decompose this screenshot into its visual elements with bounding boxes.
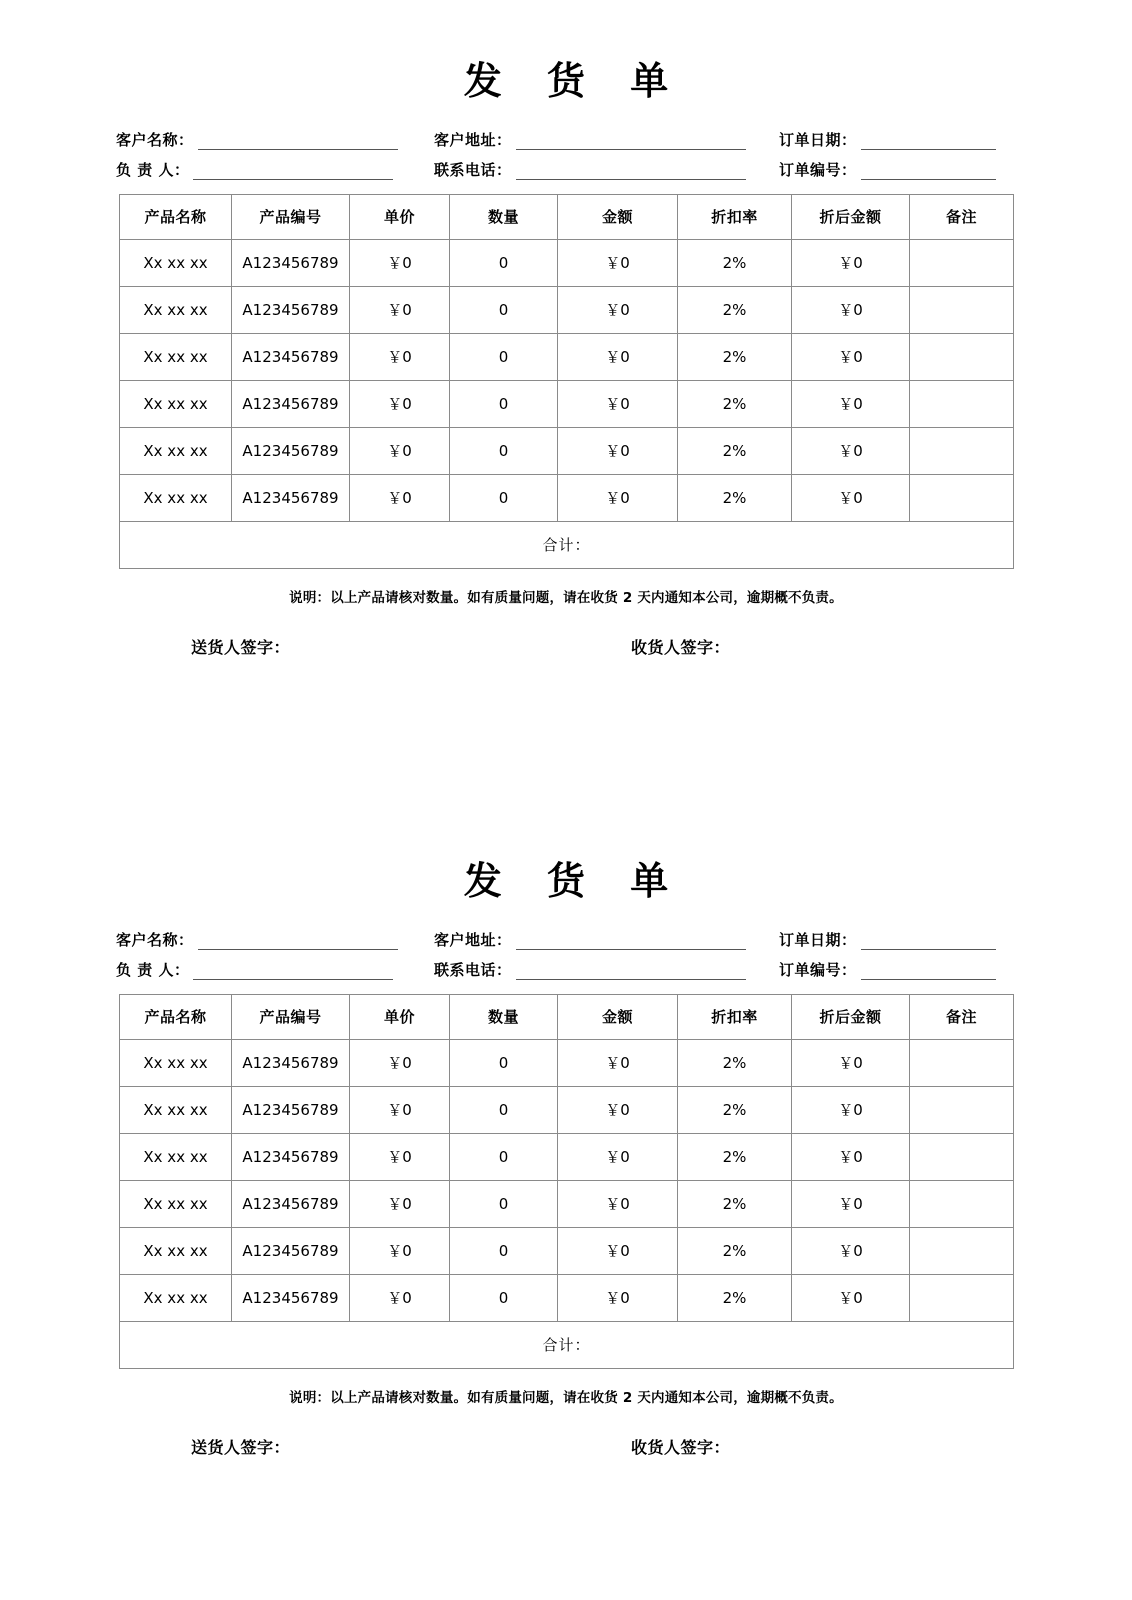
deliverer-signature-label[interactable]: 送货人签字： [191, 1437, 291, 1457]
cell-remark[interactable] [910, 1133, 1014, 1180]
field-customer-address[interactable] [434, 130, 779, 150]
cell-quantity[interactable]: 0 [450, 286, 558, 333]
cell-discount-rate[interactable]: 2% [678, 239, 792, 286]
cell-amount[interactable]: ￥0 [558, 1274, 678, 1321]
field-input-line[interactable] [198, 131, 398, 150]
field-input-line[interactable] [193, 961, 393, 980]
goods-table [119, 194, 1014, 569]
cell-amount[interactable]: ￥0 [558, 1039, 678, 1086]
table-total-row [120, 521, 1014, 568]
field-order-number[interactable] [779, 960, 1016, 980]
table-row[interactable] [120, 333, 1014, 380]
field-input-line[interactable] [198, 931, 398, 950]
cell-final-amount[interactable]: ￥0 [792, 239, 910, 286]
note-text: 说明：以上产品请核对数量。如有质量问题，请在收货 2 天内通知本公司，逾期概不负责。 [289, 589, 843, 606]
deliverer-signature-label[interactable]: 送货人签字： [191, 637, 291, 657]
cell-product-code[interactable]: A123456789 [232, 1086, 350, 1133]
cell-amount[interactable]: ￥0 [558, 286, 678, 333]
table-row[interactable] [120, 474, 1014, 521]
table-row[interactable] [120, 1039, 1014, 1086]
cell-unit-price[interactable]: ￥0 [350, 474, 450, 521]
cell-final-amount[interactable]: ￥0 [792, 1086, 910, 1133]
field-person-in-charge[interactable] [116, 960, 434, 980]
cell-discount-rate[interactable]: 2% [678, 474, 792, 521]
cell-product-name[interactable]: Xx xx xx [120, 1274, 232, 1321]
signature-row [119, 635, 1013, 659]
cell-product-code[interactable]: A123456789 [232, 1133, 350, 1180]
cell-amount[interactable]: ￥0 [558, 1086, 678, 1133]
field-input-line[interactable] [193, 161, 393, 180]
goods-table [119, 994, 1014, 1369]
delivery-note-form-copy-2 [0, 800, 1132, 1459]
header-field-row-1 [116, 920, 1016, 950]
column-header-product-code: 产品编号 [232, 194, 350, 239]
column-header-quantity: 数量 [450, 994, 558, 1039]
cell-final-amount[interactable]: ￥0 [792, 1180, 910, 1227]
page-title: 发 货 单 [463, 859, 685, 903]
field-label: 负 责 人： [116, 960, 190, 979]
cell-remark[interactable] [910, 239, 1014, 286]
header-field-row-2 [116, 150, 1016, 180]
field-label: 订单日期： [779, 930, 857, 949]
cell-remark[interactable] [910, 1227, 1014, 1274]
cell-discount-rate[interactable]: 2% [678, 1039, 792, 1086]
cell-final-amount[interactable]: ￥0 [792, 380, 910, 427]
total-label: 合计： [120, 521, 1014, 568]
cell-final-amount[interactable]: ￥0 [792, 1227, 910, 1274]
header-fields [116, 902, 1016, 980]
cell-discount-rate[interactable]: 2% [678, 333, 792, 380]
cell-unit-price[interactable]: ￥0 [350, 1180, 450, 1227]
cell-discount-rate[interactable]: 2% [678, 380, 792, 427]
cell-final-amount[interactable]: ￥0 [792, 333, 910, 380]
cell-final-amount[interactable]: ￥0 [792, 1133, 910, 1180]
cell-product-name[interactable]: Xx xx xx [120, 1039, 232, 1086]
cell-product-name[interactable]: Xx xx xx [120, 474, 232, 521]
table-row[interactable] [120, 286, 1014, 333]
cell-quantity[interactable]: 0 [450, 1180, 558, 1227]
goods-table-body [120, 1039, 1014, 1368]
table-row[interactable] [120, 1274, 1014, 1321]
field-customer-name[interactable] [116, 130, 434, 150]
field-order-number[interactable] [779, 160, 1016, 180]
cell-quantity[interactable]: 0 [450, 427, 558, 474]
cell-amount[interactable]: ￥0 [558, 239, 678, 286]
field-input-line[interactable] [861, 161, 996, 180]
goods-table-head [120, 194, 1014, 239]
field-label: 负 责 人： [116, 160, 190, 179]
cell-quantity[interactable]: 0 [450, 474, 558, 521]
cell-final-amount[interactable]: ￥0 [792, 474, 910, 521]
table-row[interactable] [120, 1086, 1014, 1133]
cell-amount[interactable]: ￥0 [558, 1227, 678, 1274]
column-header-product-code: 产品编号 [232, 994, 350, 1039]
cell-unit-price[interactable]: ￥0 [350, 286, 450, 333]
cell-amount[interactable]: ￥0 [558, 1180, 678, 1227]
column-header-product-name: 产品名称 [120, 994, 232, 1039]
cell-remark[interactable] [910, 427, 1014, 474]
goods-table-body [120, 239, 1014, 568]
cell-amount[interactable]: ￥0 [558, 380, 678, 427]
cell-product-name[interactable]: Xx xx xx [120, 333, 232, 380]
cell-quantity[interactable]: 0 [450, 1133, 558, 1180]
cell-unit-price[interactable]: ￥0 [350, 1039, 450, 1086]
cell-product-code[interactable]: A123456789 [232, 333, 350, 380]
cell-quantity[interactable]: 0 [450, 239, 558, 286]
field-customer-name[interactable] [116, 930, 434, 950]
cell-unit-price[interactable]: ￥0 [350, 1133, 450, 1180]
cell-product-name[interactable]: Xx xx xx [120, 1227, 232, 1274]
column-header-unit-price: 单价 [350, 994, 450, 1039]
column-header-quantity: 数量 [450, 194, 558, 239]
column-header-discount-rate: 折扣率 [678, 194, 792, 239]
field-customer-address[interactable] [434, 930, 779, 950]
column-header-remark: 备注 [910, 194, 1014, 239]
cell-remark[interactable] [910, 286, 1014, 333]
cell-product-code[interactable]: A123456789 [232, 380, 350, 427]
cell-final-amount[interactable]: ￥0 [792, 427, 910, 474]
field-order-date[interactable] [779, 130, 1016, 150]
cell-product-name[interactable]: Xx xx xx [120, 427, 232, 474]
cell-amount[interactable]: ￥0 [558, 1133, 678, 1180]
cell-unit-price[interactable]: ￥0 [350, 1274, 450, 1321]
cell-discount-rate[interactable]: 2% [678, 1180, 792, 1227]
cell-discount-rate[interactable]: 2% [678, 1133, 792, 1180]
cell-product-code[interactable]: A123456789 [232, 286, 350, 333]
cell-product-name[interactable]: Xx xx xx [120, 1086, 232, 1133]
field-contact-phone[interactable] [434, 960, 779, 980]
header-field-row-1 [116, 120, 1016, 150]
receiver-signature-label[interactable]: 收货人签字： [631, 1437, 731, 1457]
field-label: 订单编号： [779, 160, 857, 179]
cell-product-name[interactable]: Xx xx xx [120, 1133, 232, 1180]
field-label: 客户地址： [434, 930, 512, 949]
cell-quantity[interactable]: 0 [450, 1227, 558, 1274]
cell-product-code[interactable]: A123456789 [232, 239, 350, 286]
cell-quantity[interactable]: 0 [450, 380, 558, 427]
cell-remark[interactable] [910, 1039, 1014, 1086]
cell-product-name[interactable]: Xx xx xx [120, 239, 232, 286]
table-total-row [120, 1321, 1014, 1368]
field-input-line[interactable] [861, 961, 996, 980]
receiver-signature-label[interactable]: 收货人签字： [631, 637, 731, 657]
cell-discount-rate[interactable]: 2% [678, 286, 792, 333]
cell-product-code[interactable]: A123456789 [232, 474, 350, 521]
table-row[interactable] [120, 427, 1014, 474]
total-label: 合计： [120, 1321, 1014, 1368]
cell-unit-price[interactable]: ￥0 [350, 380, 450, 427]
field-order-date[interactable] [779, 930, 1016, 950]
cell-unit-price[interactable]: ￥0 [350, 1086, 450, 1133]
cell-unit-price[interactable]: ￥0 [350, 427, 450, 474]
header-fields [116, 102, 1016, 180]
cell-remark[interactable] [910, 1086, 1014, 1133]
cell-quantity[interactable]: 0 [450, 1039, 558, 1086]
field-label: 客户名称： [116, 930, 194, 949]
cell-amount[interactable]: ￥0 [558, 333, 678, 380]
cell-unit-price[interactable]: ￥0 [350, 333, 450, 380]
note-text: 说明：以上产品请核对数量。如有质量问题，请在收货 2 天内通知本公司，逾期概不负责。 [289, 1389, 843, 1406]
field-label: 联系电话： [434, 160, 512, 179]
table-header-row [120, 994, 1014, 1039]
table-row[interactable] [120, 239, 1014, 286]
field-input-line[interactable] [516, 931, 746, 950]
field-input-line[interactable] [516, 131, 746, 150]
column-header-remark: 备注 [910, 994, 1014, 1039]
field-label: 联系电话： [434, 960, 512, 979]
cell-final-amount[interactable]: ￥0 [792, 286, 910, 333]
cell-product-code[interactable]: A123456789 [232, 1180, 350, 1227]
field-input-line[interactable] [516, 161, 746, 180]
goods-table-wrapper [119, 994, 1013, 1369]
table-row[interactable] [120, 1227, 1014, 1274]
cell-product-name[interactable]: Xx xx xx [120, 1180, 232, 1227]
field-label: 客户名称： [116, 130, 194, 149]
field-label: 客户地址： [434, 130, 512, 149]
signature-row [119, 1435, 1013, 1459]
cell-product-code[interactable]: A123456789 [232, 1227, 350, 1274]
cell-final-amount[interactable]: ￥0 [792, 1039, 910, 1086]
field-label: 订单日期： [779, 130, 857, 149]
field-contact-phone[interactable] [434, 160, 779, 180]
cell-product-code[interactable]: A123456789 [232, 1274, 350, 1321]
page-title: 发 货 单 [463, 59, 685, 103]
column-header-final-amount: 折后金额 [792, 194, 910, 239]
table-row[interactable] [120, 380, 1014, 427]
cell-remark[interactable] [910, 333, 1014, 380]
goods-table-head [120, 994, 1014, 1039]
table-row[interactable] [120, 1180, 1014, 1227]
cell-product-code[interactable]: A123456789 [232, 1039, 350, 1086]
column-header-discount-rate: 折扣率 [678, 994, 792, 1039]
cell-final-amount[interactable]: ￥0 [792, 1274, 910, 1321]
column-header-final-amount: 折后金额 [792, 994, 910, 1039]
cell-amount[interactable]: ￥0 [558, 474, 678, 521]
column-header-amount: 金额 [558, 994, 678, 1039]
cell-product-name[interactable]: Xx xx xx [120, 286, 232, 333]
cell-remark[interactable] [910, 1274, 1014, 1321]
field-input-line[interactable] [861, 131, 996, 150]
cell-unit-price[interactable]: ￥0 [350, 1227, 450, 1274]
cell-discount-rate[interactable]: 2% [678, 1274, 792, 1321]
table-header-row [120, 194, 1014, 239]
goods-table-wrapper [119, 194, 1013, 569]
cell-product-name[interactable]: Xx xx xx [120, 380, 232, 427]
delivery-note-form-copy-1 [0, 0, 1132, 659]
field-input-line[interactable] [861, 931, 996, 950]
column-header-amount: 金额 [558, 194, 678, 239]
cell-product-code[interactable]: A123456789 [232, 427, 350, 474]
cell-amount[interactable]: ￥0 [558, 427, 678, 474]
cell-unit-price[interactable]: ￥0 [350, 239, 450, 286]
table-row[interactable] [120, 1133, 1014, 1180]
cell-remark[interactable] [910, 1180, 1014, 1227]
header-field-row-2 [116, 950, 1016, 980]
field-person-in-charge[interactable] [116, 160, 434, 180]
cell-quantity[interactable]: 0 [450, 333, 558, 380]
cell-remark[interactable] [910, 380, 1014, 427]
cell-quantity[interactable]: 0 [450, 1086, 558, 1133]
column-header-product-name: 产品名称 [120, 194, 232, 239]
column-header-unit-price: 单价 [350, 194, 450, 239]
cell-discount-rate[interactable]: 2% [678, 1086, 792, 1133]
cell-discount-rate[interactable]: 2% [678, 427, 792, 474]
field-input-line[interactable] [516, 961, 746, 980]
cell-remark[interactable] [910, 474, 1014, 521]
cell-quantity[interactable]: 0 [450, 1274, 558, 1321]
field-label: 订单编号： [779, 960, 857, 979]
cell-discount-rate[interactable]: 2% [678, 1227, 792, 1274]
